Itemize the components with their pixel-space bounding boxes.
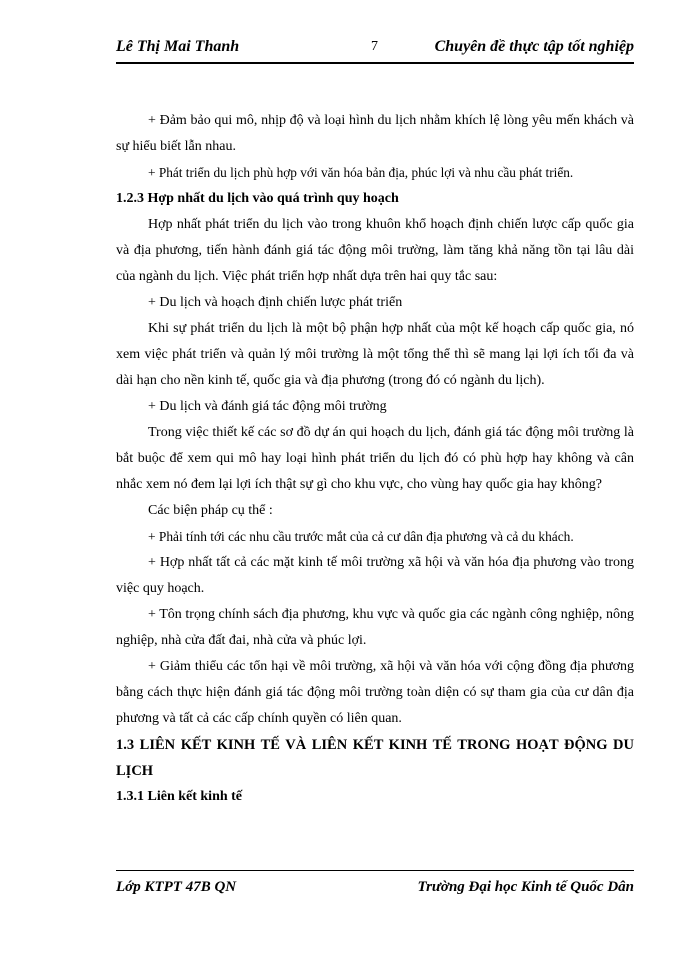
paragraph: Khi sự phát triển du lịch là một bộ phận hợp nhất của một kế hoạch cấp quốc gia, nó xem việc phát triển và quản lý môi trường là một tổng thể thì sẽ mang lại lợi ích tối đa và dài hạn cho nền kinh tế, quốc gia và địa phương (trong đó có ngành du lịch). — [116, 321, 634, 388]
paragraph: + Phát triển du lịch phù hợp với văn hóa bản địa, phúc lợi và nhu cầu phát triển. — [148, 165, 574, 180]
section-heading-1-3-1: 1.3.1 Liên kết kinh tế — [116, 789, 243, 804]
paragraph: + Tôn trọng chính sách địa phương, khu vực và quốc gia các ngành công nghiệp, nông nghiệp, nhà cửa đất đai, nhà cửa và phúc lợi. — [116, 607, 634, 648]
section-heading-1-2-3: 1.2.3 Hợp nhất du lịch vào quá trình quy hoạch — [116, 191, 399, 206]
paragraph: + Hợp nhất tất cả các mặt kinh tế môi trường xã hội và văn hóa địa phương vào trong việc quy hoạch. — [116, 555, 634, 596]
paragraph: Trong việc thiết kế các sơ đồ dự án qui hoạch du lịch, đánh giá tác động môi trường là bắt buộc để xem qui mô hay loại hình phát triển du lịch đó có phù hợp hay không và cân nhắc xem nó đem lại lợi ích thật sự gì cho khu vực, cho vùng hay quốc gia hay không? — [116, 425, 634, 492]
header-title: Chuyên đề thực tập tốt nghiệp — [434, 38, 634, 55]
page-content — [116, 108, 634, 810]
footer-school: Trường Đại học Kinh tế Quốc Dân — [417, 879, 634, 895]
footer-class: Lớp KTPT 47B QN — [116, 879, 237, 895]
page-number: 7 — [371, 39, 378, 54]
paragraph: + Đảm bảo qui mô, nhịp độ và loại hình du lịch nhằm khích lệ lòng yêu mến khách và sự hiểu biết lẫn nhau. — [116, 113, 634, 154]
paragraph: + Du lịch và đánh giá tác động môi trường — [148, 399, 387, 414]
section-heading-1-3: 1.3 LIÊN KẾT KINH TẾ VÀ LIÊN KẾT KINH TẾ TRONG HOẠT ĐỘNG DU LỊCH — [116, 737, 634, 779]
page-header — [116, 36, 634, 64]
page-footer — [116, 870, 634, 901]
paragraph: + Giảm thiểu các tổn hại về môi trường, xã hội và văn hóa với cộng đồng địa phương bằng cách thực hiện đánh giá tác động môi trường toàn diện có sự tham gia của cư dân địa phương và tất cả các cấp chính quyền có liên quan. — [116, 659, 634, 726]
paragraph: Hợp nhất phát triển du lịch vào trong khuôn khổ hoạch định chiến lược cấp quốc gia và địa phương, tiến hành đánh giá tác động môi trường, làm tăng khả năng tồn tại lâu dài của ngành du lịch. Việc phát triển hợp nhất dựa trên hai quy tắc sau: — [116, 217, 634, 284]
paragraph: + Phải tính tới các nhu cầu trước mắt của cả cư dân địa phương và cả du khách. — [148, 529, 574, 544]
paragraph: Các biện pháp cụ thể : — [148, 503, 273, 518]
header-author: Lê Thị Mai Thanh — [116, 38, 240, 55]
paragraph: + Du lịch và hoạch định chiến lược phát triển — [148, 295, 403, 310]
